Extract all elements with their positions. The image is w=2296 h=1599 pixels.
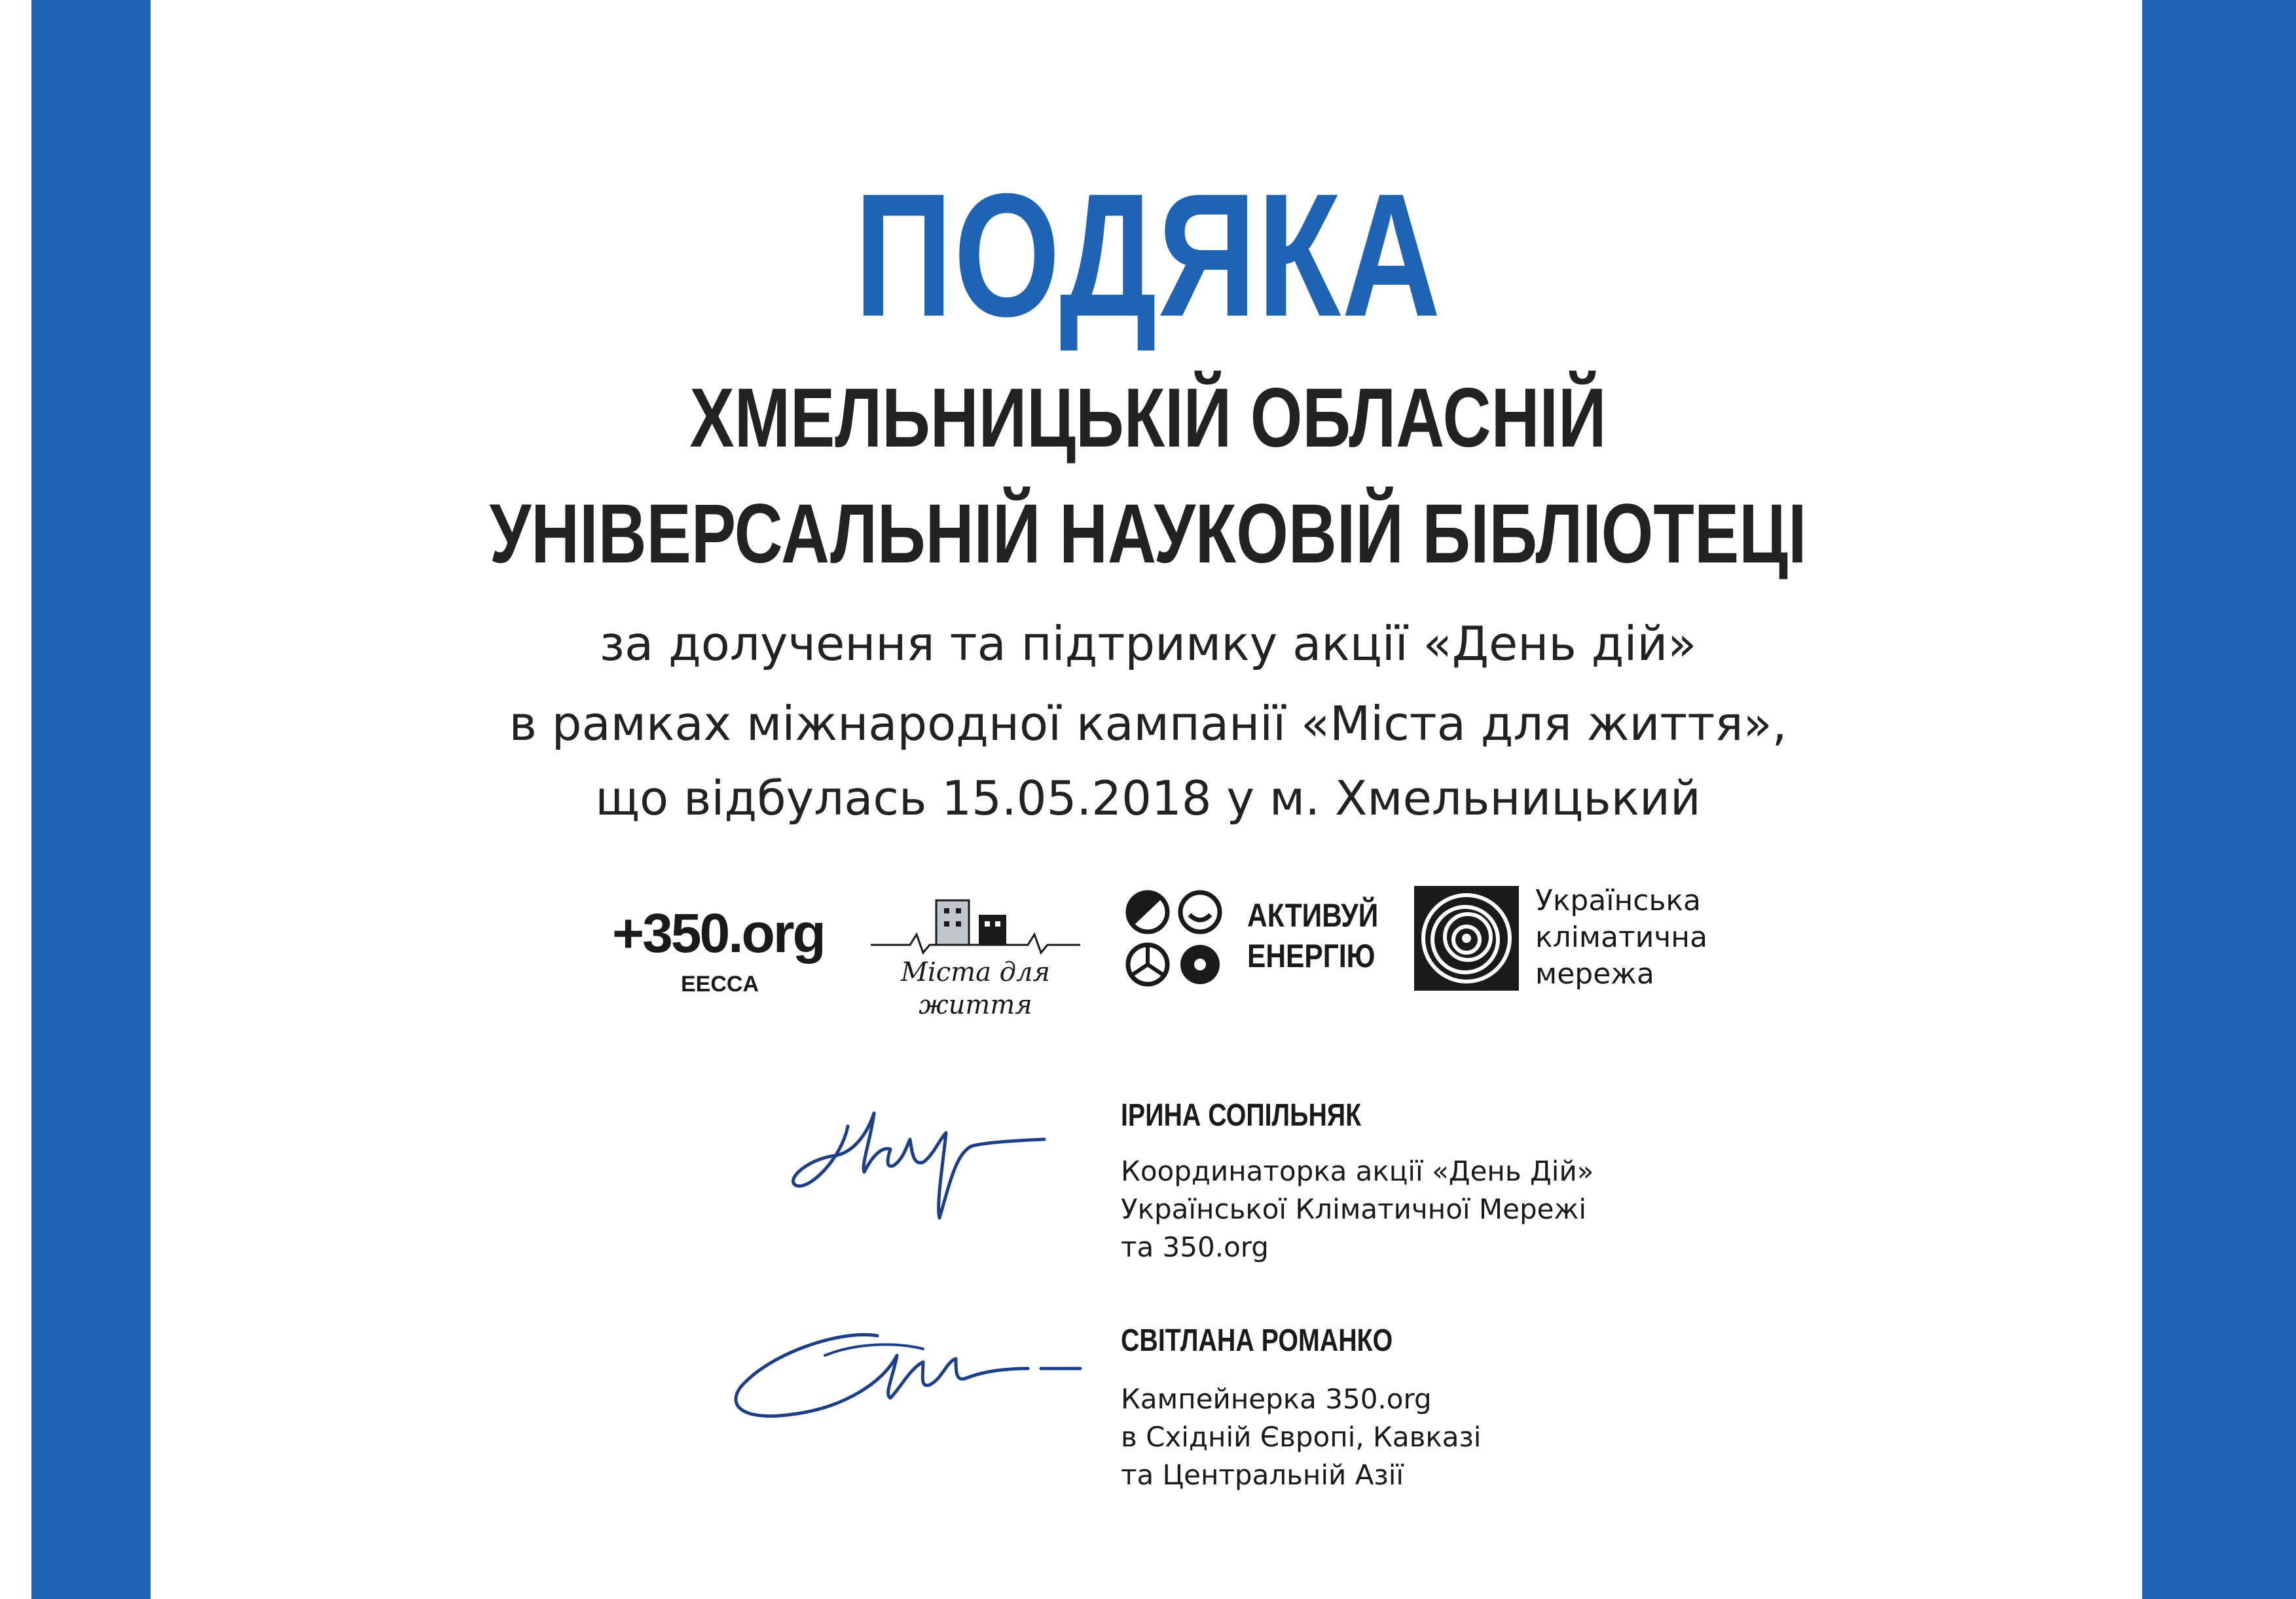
logo-mista-dlya-zhyttia [871,894,1080,1020]
logo-350org-main: +350.org [612,902,824,964]
signer-2-name: СВІТЛАНА РОМАНКО [1121,1323,1393,1358]
logo-energy-text: АКТИВУЙ ЕНЕРГІЮ [1247,897,1379,974]
logo-350org-sub: EECCA [681,972,759,997]
spiral-icon [1414,886,1519,991]
reason-line-3: що відбулась 15.05.2018 у м. Хмельницький [595,771,1701,826]
recipient-line-1: ХМЕЛЬНИЦЬКІЙ ОБЛАСНІЙ [689,371,1607,465]
plus-icon: + [612,902,643,964]
logo-ukrainian-climate-network [1414,883,1728,994]
recipient-line-2: УНІВЕРСАЛЬНІЙ НАУКОВІЙ БІБЛІОТЕЦІ [489,487,1807,581]
reason-line-1: за долучення та підтримку акції «День дій» [599,616,1697,671]
logo-350org [612,900,828,999]
logo-mista-caption: Міста для життя [901,957,1050,1020]
signer-2-role-line: Кампейнерка 350.org [1121,1383,1432,1415]
reason-line-2: в рамках міжнародної кампанії «Міста для життя», [509,696,1787,751]
signer-2-role [1121,1380,1481,1494]
certificate-title: ПОДЯКА [854,156,1442,353]
signature-2-image [727,1316,1093,1447]
signer-1-role-line: Координаторка акції «День Дій» [1121,1155,1594,1187]
signer-1-name: ІРИНА СОПІЛЬНЯК [1121,1098,1362,1133]
logo-ukr-text: Українська кліматична мережа [1535,884,1708,991]
signer-2-role-line: та Центральній Азії [1121,1459,1404,1491]
signer-1-role [1121,1152,1594,1266]
city-skyline-icon [871,894,1080,959]
signer-1-role-line: та 350.org [1121,1231,1269,1263]
signer-1-role-line: Української Кліматичної Мережі [1121,1193,1587,1225]
logo-aktyvui-enerhiiu [1123,887,1385,992]
signer-2-role-line: в Східній Європі, Кавказі [1121,1421,1482,1453]
signature-1-image [782,1087,1057,1244]
energy-circles-icon [1123,887,1228,992]
